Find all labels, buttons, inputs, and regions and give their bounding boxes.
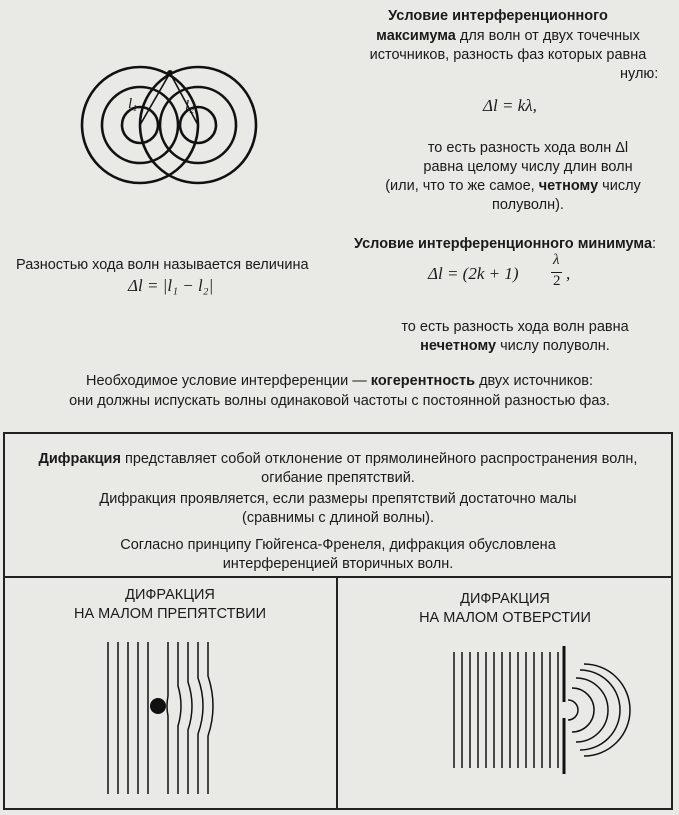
label-l2: l₂ bbox=[185, 98, 195, 114]
right-title-2: НА МАЛОМ ОТВЕРСТИИ bbox=[419, 610, 591, 626]
path-def: Разностью хода волн называется величина bbox=[16, 257, 309, 273]
min-title: Условие интерференционного минимума: bbox=[354, 236, 657, 252]
left-title-1: ДИФРАКЦИЯ bbox=[125, 587, 215, 603]
path-diff-line1: то есть разность хода волн Δl bbox=[427, 140, 629, 156]
min-text-line2: нечетному числу полуволн. bbox=[420, 338, 610, 354]
diffraction-cond-line2: (сравнимы с длиной волны). bbox=[242, 510, 434, 526]
coherence-line2: они должны испускать волны одинаковой частоты с постоянной разностью фаз. bbox=[69, 393, 610, 409]
interference-circles-diagram bbox=[40, 55, 310, 195]
obstacle-diffraction-diagram bbox=[100, 638, 220, 798]
box-divider-vertical bbox=[336, 576, 338, 810]
path-def-formula: Δl = |l₁ − l₂| bbox=[128, 276, 214, 295]
label-l1: l₁ bbox=[128, 96, 138, 112]
max-title: Условие интерференционного bbox=[388, 8, 608, 24]
max-line2: источников, разность фаз которых равна bbox=[369, 47, 647, 63]
path-diff-line4: полуволн). bbox=[492, 197, 564, 213]
max-line3: нулю: bbox=[620, 66, 659, 82]
max-formula: Δl = kλ, bbox=[483, 96, 537, 115]
aperture-diffraction-diagram bbox=[440, 640, 640, 780]
left-title-2: НА МАЛОМ ПРЕПЯТСТВИИ bbox=[73, 606, 267, 622]
path-diff-line3: (или, что то же самое, четному числу bbox=[385, 178, 641, 194]
max-line1: максимума для волн от двух точечных bbox=[376, 28, 640, 44]
path-diff-line2: равна целому числу длин волн bbox=[423, 159, 633, 175]
diffraction-def-line2: огибание препятствий. bbox=[261, 470, 415, 486]
diffraction-cond-line1: Дифракция проявляется, если размеры препятствий достаточно малы bbox=[99, 491, 577, 507]
min-text-line1: то есть разность хода волн равна bbox=[401, 319, 629, 335]
coherence-line1: Необходимое условие интерференции — когерентность двух источников: bbox=[85, 373, 594, 389]
huygens-line1: Согласно принципу Гюйгенса-Френеля, дифракция обусловлена bbox=[120, 537, 556, 553]
right-title-1: ДИФРАКЦИЯ bbox=[460, 591, 550, 607]
huygens-line2: интерференцией вторичных волн. bbox=[222, 556, 454, 572]
diffraction-def-line1: Дифракция представляет собой отклонение от прямолинейного распространения волн, bbox=[38, 451, 638, 467]
box-divider-horizontal bbox=[3, 576, 673, 578]
